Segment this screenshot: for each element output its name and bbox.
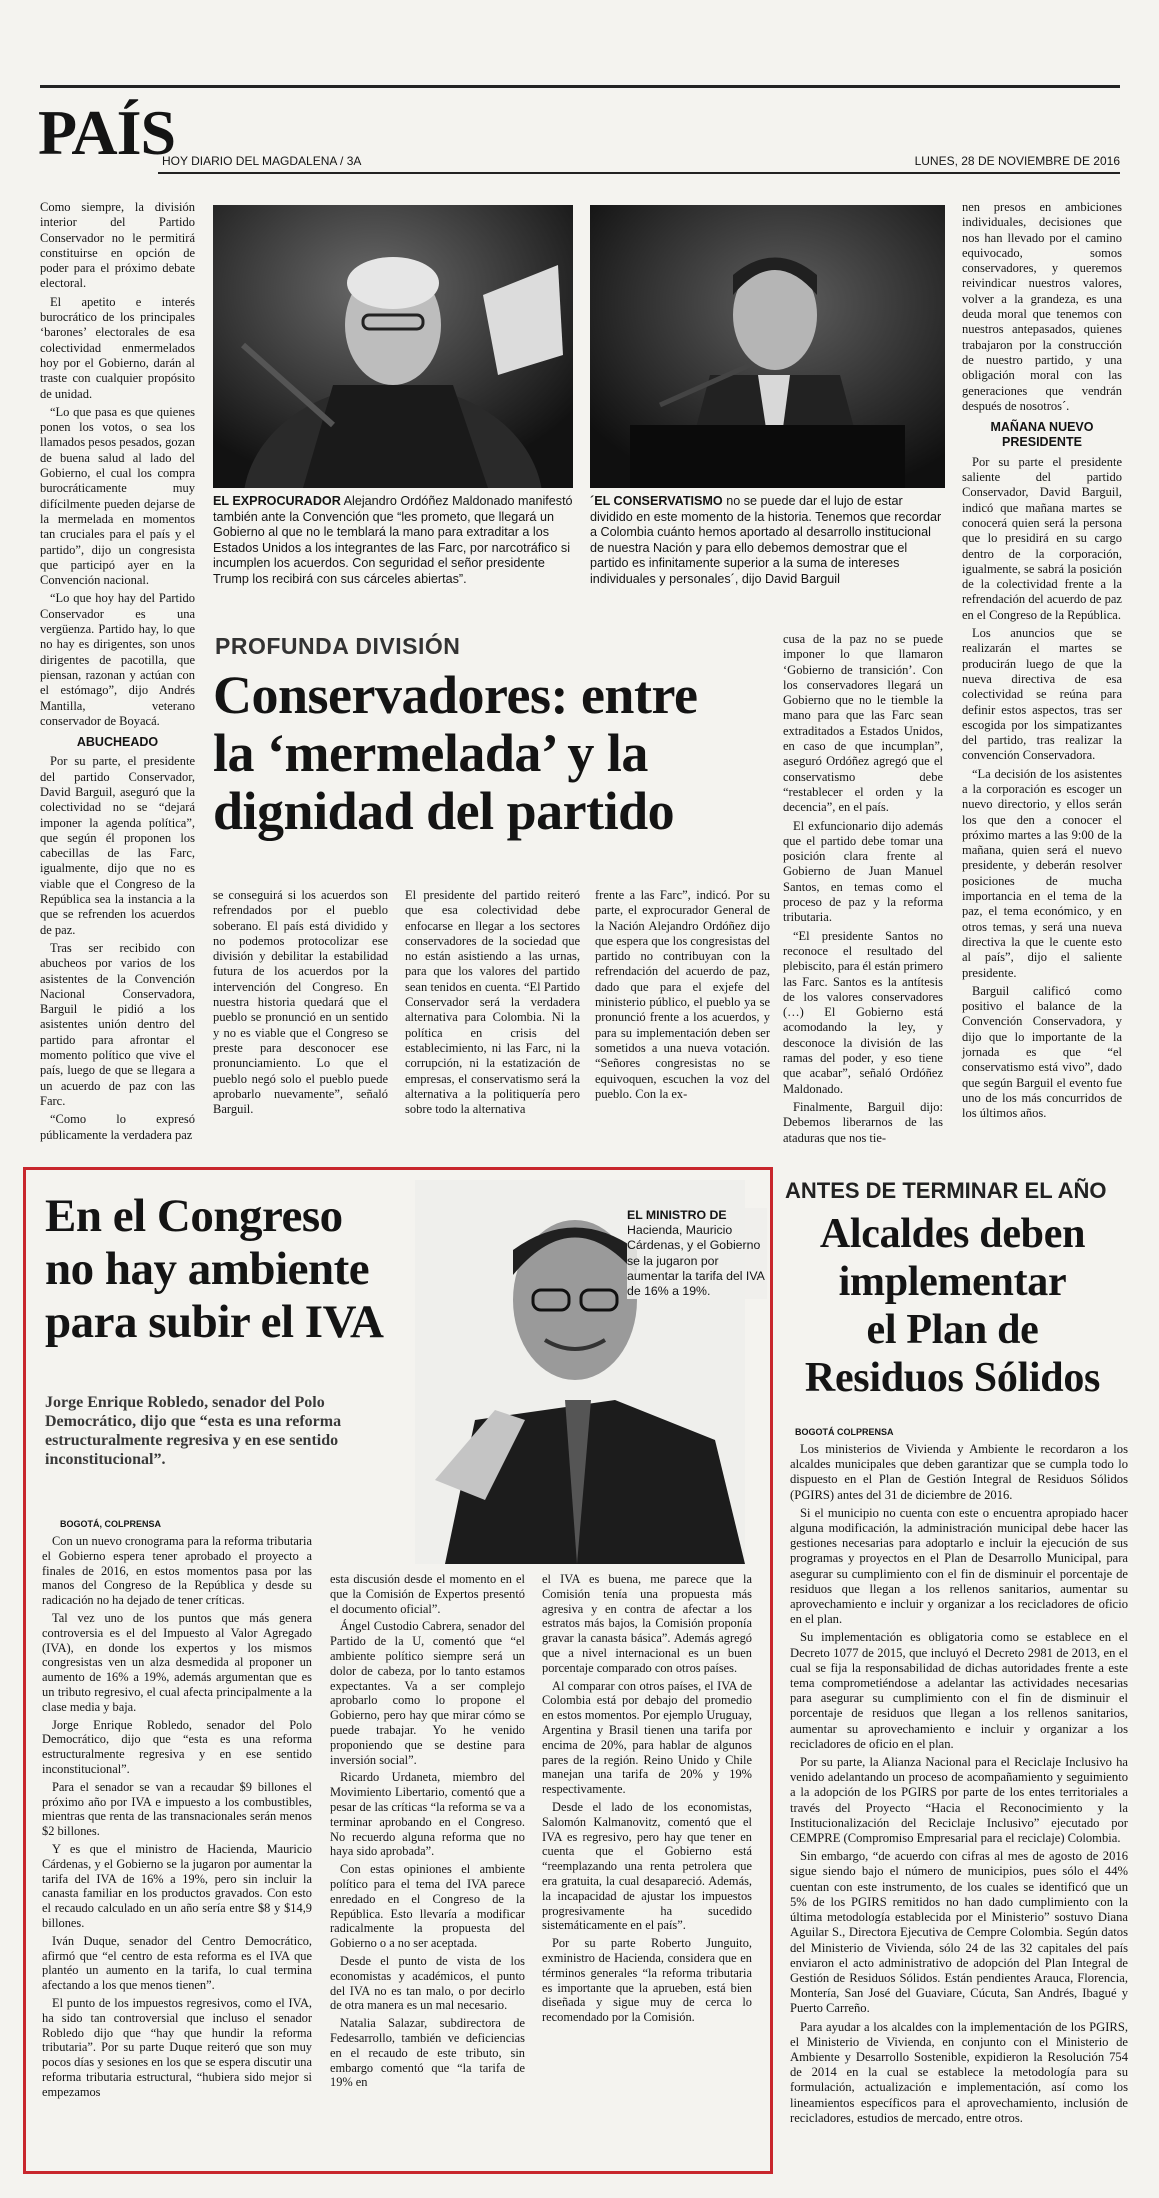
paragraph: Como siempre, la división interior del Partido Conservador no le permitirá constituirse en opción de poder para el próximo debate electoral. xyxy=(40,200,195,291)
caption-lead: ´EL CONSERVATISMO xyxy=(590,494,723,508)
section-name: PAÍS xyxy=(38,97,176,168)
paragraph: Jorge Enrique Robledo, senador del Polo Democrático, dijo que “esta es una reforma estructuralmente regresiva y en ese sentido inconstitucional”. xyxy=(42,1717,312,1776)
paragraph: Con estas opiniones el ambiente político para el tema del IVA parece enredado en el Congreso de la República. Esto llevaría a modificar radicalmente la propuesta del Gobierno o a no ser aceptada. xyxy=(330,1862,525,1951)
paragraph: “El presidente Santos no reconoce el resultado del plebiscito, para él están primero las Farc. Santos es la antítesis de los valores conservadores (…) El Gobierno está acomodando la ley, y desconoce la división de las ramas del poder, y eso tiene que acabar”, señaló Ordóñez Maldonado. xyxy=(783,928,944,1096)
paragraph: Al comparar con otros países, el IVA de Colombia está por debajo del promedio en estos momentos. Por ejemplo Uruguay, Argentina y Brasil tienen una tarifa por encima de 20%, para hablar de algunos pares de la región. Reino Unido y Chile manejan una tarifa de 20% y 19% respectivamente. xyxy=(542,1678,752,1797)
headline-line: dignidad del partido xyxy=(213,781,675,841)
header-bottom-rule xyxy=(158,172,1120,174)
alcaldes-body xyxy=(790,1442,1128,2129)
paragraph: Tal vez uno de los puntos que más genera controversia es el del Impuesto al Valor Agregado (IVA), en donde los expertos y los mismos congresistas ven un alza desmedida al proponer un aumento de 16% a 19%, además argumentan que es un tributo regresivo, el cual afecta principalmente a la clase media y baja. xyxy=(42,1610,312,1714)
headline-line: En el Congreso xyxy=(45,1190,343,1242)
paragraph: “Lo que pasa es que quienes ponen los votos, o sea los llamados pesos pesados, gozan de buena salud al lado del Gobierno, el cual los compra burocráticamente muy difícilmente pueden dejarse de la mermelada en momentos tan cruciales para el país y el partido”, dijo un congresista que participó ayer en la Convención nacional. xyxy=(40,404,195,588)
iva-column-2 xyxy=(330,1572,525,2093)
paragraph: Los ministerios de Vivienda y Ambiente le recordaron a los alcaldes municipales que deben garantizar que se cumpla todo lo dispuesto en el Plan de Gestión Integral de Residuos Sólidos (PGIRS) antes del 31 de diciembre de 2016. xyxy=(790,1442,1128,1502)
headline-line: el Plan de xyxy=(866,1307,1039,1353)
paragraph: el IVA es buena, me parece que la Comisión tenía una propuesta más agresiva y en contra de afectar a los estratos más bajos, la Comisión proponía gravar la canasta básica”. Además agregó que a nivel internacional es un buen porcentaje comparado con otros países. xyxy=(542,1572,752,1675)
headline-line: Conservadores: entre xyxy=(213,665,698,725)
paragraph: Por su parte el presidente saliente del partido Conservador, David Barguil, indicó que mañana martes se conocerá quien será la persona que lo presidirá en su cargo dentro de la corporación, igualmente, se sabrá la posición de la colectividad frente a la refrendación del acuerdo de paz en el Congreso de la República. xyxy=(962,454,1122,622)
paragraph: Su implementación es obligatoria como se establece en el Decreto 1077 de 2015, que incluyó el Decreto 2981 de 2013, en el cual se fija la responsabilidad de dichas autoridades frente a este tema comprometiéndose a adelantar las actividades necesarias para asegurar su cumplimiento con el fin de disminuir el porcentaje de residuos que llegan a los rellenos sanitarios, aumentar su aprovechamiento e incluir y organizar a los recicladores de oficio en el plan. xyxy=(790,1630,1128,1751)
paragraph: Finalmente, Barguil dijo: Debemos liberarnos de las ataduras que nos tie- xyxy=(783,1099,943,1145)
paragraph: El apetito e interés burocrático de los principales ‘barones’ electorales de esa colectividad enmermelados hoy por el Gobierno, darán al traste con cualquier propósito de unidad. xyxy=(40,294,195,401)
paragraph: El exfuncionario dijo además que el partido debe tomar una posición clara frente al Gobierno de Juan Manuel Santos, en temas como el proceso de paz y la reforma tributaria. xyxy=(783,818,943,925)
iva-credit: BOGOTÁ, COLPRENSA xyxy=(60,1519,162,1529)
paper-name: HOY DIARIO DEL MAGDALENA / 3A xyxy=(162,154,362,168)
top-story-bottom-column-1 xyxy=(213,888,388,1120)
caption-text: Alejandro Ordóñez Maldonado manifestó también ante la Convención que “les prometo, que llegará un Gobierno al que no le temblará la mano para extraditar a los Estados Unidos a los integrantes de las Farc, por narcotráfico si incumplen los acuerdos. Con seguridad el señor presidente Trump los recibirá con sus cárceles abiertas”. xyxy=(213,494,573,586)
deck-iva: Jorge Enrique Robledo, senador del Polo Democrático, dijo que “esta es una reforma estructuralmente regresiva y en ese sentido inconstitucional”. xyxy=(45,1394,342,1468)
iva-column-3 xyxy=(542,1572,752,2028)
caption-conservatismo xyxy=(590,494,945,588)
caption-exprocurador xyxy=(213,494,573,588)
photo-caption-minister xyxy=(627,1208,767,1299)
headline-line: Residuos Sólidos xyxy=(804,1355,1101,1401)
paragraph: se conseguirá si los acuerdos son refrendados por el pueblo soberano. El país está dividido y no podemos protocolizar ese división y debilitar la estabilidad futura de los acuerdos por la intervención del Congreso. En nuestra historia quedará que el pueblo se pronunció en un sentido y no es viable que el Congreso se preste para desconocer ese pronunciamiento. Lo que el pueblo negó solo el pueblo puede aprobarlo nuevamente”, señaló Barguil. xyxy=(213,888,388,1117)
paragraph: nen presos en ambiciones individuales, decisiones que nos han llevado por el camino equivocado, somos conservadores, y queremos reivindicar nuestros valores, volver a la grandeza, es una deuda moral que tenemos con nuestros antepasados, quienes trabajaron por la construcción de nuestro partido, y una obligación moral con las generaciones que vendrán después de nosotros´. xyxy=(962,200,1122,413)
paragraph: esta discusión desde el momento en el que la Comisión de Expertos presentó el documento oficial”. xyxy=(330,1572,525,1616)
paragraph: El punto de los impuestos regresivos, como el IVA, ha sido tan controversial que incluso el senador Robledo dijo que “hay que hundir la reforma tributaria”. Por su parte Duque reiteró que son muy pocos días y sesiones en los que se espera discutir una reforma tributaria estructural, “hubiera sido mejor si empezamos xyxy=(42,1995,312,2099)
photo-exprocurador xyxy=(213,205,573,488)
subhead-manana-nuevo-presidente: MAÑANA NUEVO PRESIDENTE xyxy=(990,420,1094,450)
photo-barguil xyxy=(590,205,945,488)
paragraph: Natalia Salazar, subdirectora de Fedesarrollo, también ve deficiencias en el recaudo de este tributo, sin embargo comentó que “la tarifa de 19% en xyxy=(330,2016,525,2090)
paragraph: Para el senador se van a recaudar $9 billones el próximo año por IVA e impuesto a los combustibles, mientras que renta de las transnacionales serán menos $2 billones. xyxy=(42,1779,312,1839)
iva-column-1 xyxy=(42,1534,312,2102)
headline-line: Alcaldes deben xyxy=(819,1211,1086,1257)
header-top-rule xyxy=(40,85,1120,88)
paragraph: Barguil calificó como positivo el balance de la Convención Conservadora, y dijo que lo importante de la jornada es que “el conservatismo está vivo”, dado que según Barguil el evento fue uno de los más concurridos de los últimos años. xyxy=(962,983,1122,1121)
top-story-bottom-column-2 xyxy=(405,888,580,1120)
paragraph: Por su parte Roberto Junguito, exministro de Hacienda, considera que en términos generales “la reforma tributaria es importante que la aprueben, está bien diseñada y sigue muy de cerca lo recomendado por la Comisión. xyxy=(542,1936,752,2025)
caption-lead: EL MINISTRO DE xyxy=(627,1208,727,1222)
headline-line: implementar xyxy=(838,1259,1067,1305)
caption-text: Hacienda, Mauricio Cárdenas, y el Gobierno se la jugaron por aumentar la tarifa del IVA de 16% a 19%. xyxy=(627,1223,765,1299)
top-story-right-column xyxy=(962,200,1122,1125)
paragraph: Sin embargo, “de acuerdo con cifras al mes de agosto de 2016 sigue siendo bajo el número de municipios, pues sólo el 44% cuentan con este instrumento, de los cuales se identificó que un 5% de los PGIRS remitidos no han dado cumplimiento con la última metodología establecida por el Ministerio” sostuvo Diana Aguilar S., Directora Ejecutiva de Cempre Colombia. Según datos del Ministerio de Vivienda, sólo 24 de las 32 capitales del país enviaron el acto administrativo de adopción del Plan Integral de Gestión de Residuos Sólidos. Están pendientes Arauca, Florencia, Montería, San José del Guaviare, Cúcuta, San Andrés, Ibagué y Puerto Carreño. xyxy=(790,1849,1128,2016)
paragraph: “Como lo expresó públicamente la verdadera paz xyxy=(40,1112,195,1142)
caption-text: no se puede dar el lujo de estar dividido en este momento de la historia. Tenemos que recordar a Colombia cuánto hemos aportado al desarrollo institucional de nuestra Nación y para ello debemos demostrar que el partido es infinitamente superior a la suma de intereses individuales y personales´, dijo David Barguil xyxy=(590,494,942,586)
paragraph: Tras ser recibido con abucheos por varios de los asistentes de la Convención Nacional Conservadora, Barguil le pidió a los asistentes unión dentro del partido para afrontar el momento político que vive el país, luego de que se llegara a un acuerdo de paz con las Farc. xyxy=(40,940,195,1108)
top-story-bottom-column-3 xyxy=(595,888,770,1105)
headline-alcaldes xyxy=(780,1210,1125,1402)
kicker-profunda-division: PROFUNDA DIVISIÓN xyxy=(215,633,461,659)
headline-line: para subir el IVA xyxy=(45,1296,384,1348)
headline-line: la ‘mermelada’ y la xyxy=(213,723,648,783)
paragraph: Ángel Custodio Cabrera, senador del Partido de la U, comentó que “el ambiente político siempre será un dolor de cabeza, por lo tanto estamos expectantes. Va a ser complejo aprobarlo como lo propone el Gobierno, pero hay que mirar cómo se puede trabajar. Yo he venido proponiendo que se destine para inversión social”. xyxy=(330,1619,525,1767)
speaker-figure-illustration xyxy=(213,205,573,488)
paragraph: Por su parte, el presidente del partido Conservador, David Barguil, aseguró que la colectividad no se “dejará imponer la agenda política”, que según él proponen los cabecillas de las Farc, igualmente, dijo que no es viable que el Congreso de la República sea la instancia a la que se refrenden los acuerdos de paz. xyxy=(40,754,195,937)
headline-iva xyxy=(45,1190,445,1349)
paragraph: “Lo que hoy hay del Partido Conservador es una vergüenza. Partido hay, lo que no hay es dirigentes, son unos dirigentes de pacotilla, que piensan, razonan y actúan con el estómago”, dijo Andrés Mantilla, veterano conservador de Boyacá. xyxy=(40,591,195,728)
paragraph: Iván Duque, senador del Centro Democrático, afirmó que “el centro de esta reforma es el IVA que plantéo un aumento en la tarifa, lo cual termina afectando a los que menos tienen”. xyxy=(42,1933,312,1993)
kicker-antes-de-terminar: ANTES DE TERMINAR EL AÑO xyxy=(785,1178,1107,1203)
caption-lead: EL EXPROCURADOR xyxy=(213,494,341,508)
speaker-figure-illustration xyxy=(590,205,945,488)
paragraph: frente a las Farc”, indicó. Por su parte, el exprocurador General de la Nación Alejandro Ordóñez dijo que espera que los congresistas del partido no contribuyan con la refrendación del acuerdo de paz, dado que para el exjefe del ministerio público, el pueblo ya se pronunció frente a los acuerdos, y para su implementación deben ser sometidos a una nueva votación. “Señores congresistas no se equivoquen, escuchen la voz del pueblo. Con la ex- xyxy=(595,888,770,1101)
alcaldes-credit: BOGOTÁ COLPRENSA xyxy=(795,1427,894,1437)
top-story-left-column xyxy=(40,200,195,1146)
paragraph: Por su parte, la Alianza Nacional para el Reciclaje Inclusivo ha venido adelantando un proceso de acompañamiento y seguimiento a la adopción de los PGIRS por parte de los entes territoriales a través del Proyecto “Hacia el Reconocimiento y la Institucionalización del Reciclaje Inclusivo” ejecutado por CEMPRE (Compromiso Empresarial para el reciclaje) Colombia. xyxy=(790,1755,1128,1846)
paragraph: Desde el punto de vista de los economistas y académicos, el punto del IVA no es tan malo, o por decirlo de otra manera es un mal necesario. xyxy=(330,1953,525,2013)
paragraph: Los anuncios que se realizarán el martes se producirán luego de que la nueva directiva de esa colectividad se reúna para definir estos aspectos, tras ser escogida por los simpatizantes del partido, tras realizar la convención Conservadora. xyxy=(962,626,1122,763)
headline-conservadores xyxy=(213,666,768,840)
subhead-abucheado: ABUCHEADO xyxy=(76,735,159,750)
top-story-middle-column xyxy=(783,632,943,1149)
paragraph: Si el municipio no cuenta con este o encuentra apropiado hacer alguna modificación, la administración municipal debe hacer las gestiones necesarias para adoptarlo e incluir la ejecución de sus programas y proyectos en el Plan de Desarrollo Municipal, para asegurar su cumplimiento con el fin de disminuir el porcentaje de residuos que llegan a los rellenos sanitarios, aumentar su aprovechamiento e incluir y organizar a los recicladores de oficio en el plan. xyxy=(790,1505,1128,1627)
paragraph: Y es que el ministro de Hacienda, Mauricio Cárdenas, y el Gobierno se la jugaron por aumentar la tarifa del IVA de 16% a 19%, pero sin incluir la canasta familiar en los productos gravados. Con esto el recaudo calculado en un año sería entre $8 y $14,9 billones. xyxy=(42,1841,312,1930)
paragraph: Desde el lado de los economistas, Salomón Kalmanovitz, comentó que el IVA es regresivo, pero hay que tener en cuenta que el Gobierno está “reemplazando una renta petrolera que era gratuita, la cual desapareció. Además, la incapacidad de ajustar los impuestos progresivamente ha sucedido sistemáticamente en el país”. xyxy=(542,1799,752,1933)
paragraph: Ricardo Urdaneta, miembro del Movimiento Libertario, comentó que a pesar de las críticas “la reforma se va a terminar aprobando en el Congreso. No recuerdo alguna reforma que no haya sido aprobada”. xyxy=(330,1770,525,1859)
masthead xyxy=(40,85,1120,185)
paragraph: Para ayudar a los alcaldes con la implementación de los PGIRS, el Ministerio de Vivienda, en conjunto con el Ministerio de Ambiente y Desarrollo Sostenible, expidieron la Resolución 754 de 2014 en la cual se establece la metodología para su formulación, actualización e implementación, así como los lineamientos específicos para el aprovechamiento, inclusión de recicladores, estudios de mercado, entre otros. xyxy=(790,2019,1128,2125)
headline-line: no hay ambiente xyxy=(45,1243,370,1295)
paragraph: “La decisión de los asistentes a la corporación es escoger un nuevo directorio, y ellos serán los que den a conocer el próximo martes a las 9:00 de la mañana, quien será el nuevo presidente, y deberán resolver posiciones de mucha importancia en el tema de la paz, el tema económico, y en otros temas, y será una nueva directiva la que le cuente esto al país”, dijo el saliente presidente. xyxy=(962,766,1122,980)
paragraph: cusa de la paz no se puede imponer lo que llamaron ‘Gobierno de transición’. Con los conservadores llegará un Gobierno que no le tiemble la mano para que las Farc sean extraditados a Estados Unidos, en caso de que incumplan”, aseguró Ordóñez agregó que el conservatismo debe “restablecer el orden y la decencia”, en el país. xyxy=(783,632,943,815)
paragraph: Con un nuevo cronograma para la reforma tributaria el Gobierno espera tener aprobado el proyecto a finales de 2016, en estos momentos pasa por las manos del Congreso de la República y desde su radicación no ha dejado de tener críticas. xyxy=(42,1534,312,1608)
paragraph: El presidente del partido reiteró que esa colectividad debe enfocarse en llegar a los sectores conservadores de la sociedad que no están asistiendo a las urnas, para que los valores del partido sean tenidos en cuenta. “El Partido Conservador será la verdadera alternativa para Colombia. Ni la política en crisis del establecimiento, ni las Farc, ni la corrupción, ni la estatización de empresas, el conservatismo será la alternativa a la politiquería pero sobre todo la alternativa xyxy=(405,888,580,1117)
issue-date: LUNES, 28 DE NOVIEMBRE DE 2016 xyxy=(914,154,1120,168)
